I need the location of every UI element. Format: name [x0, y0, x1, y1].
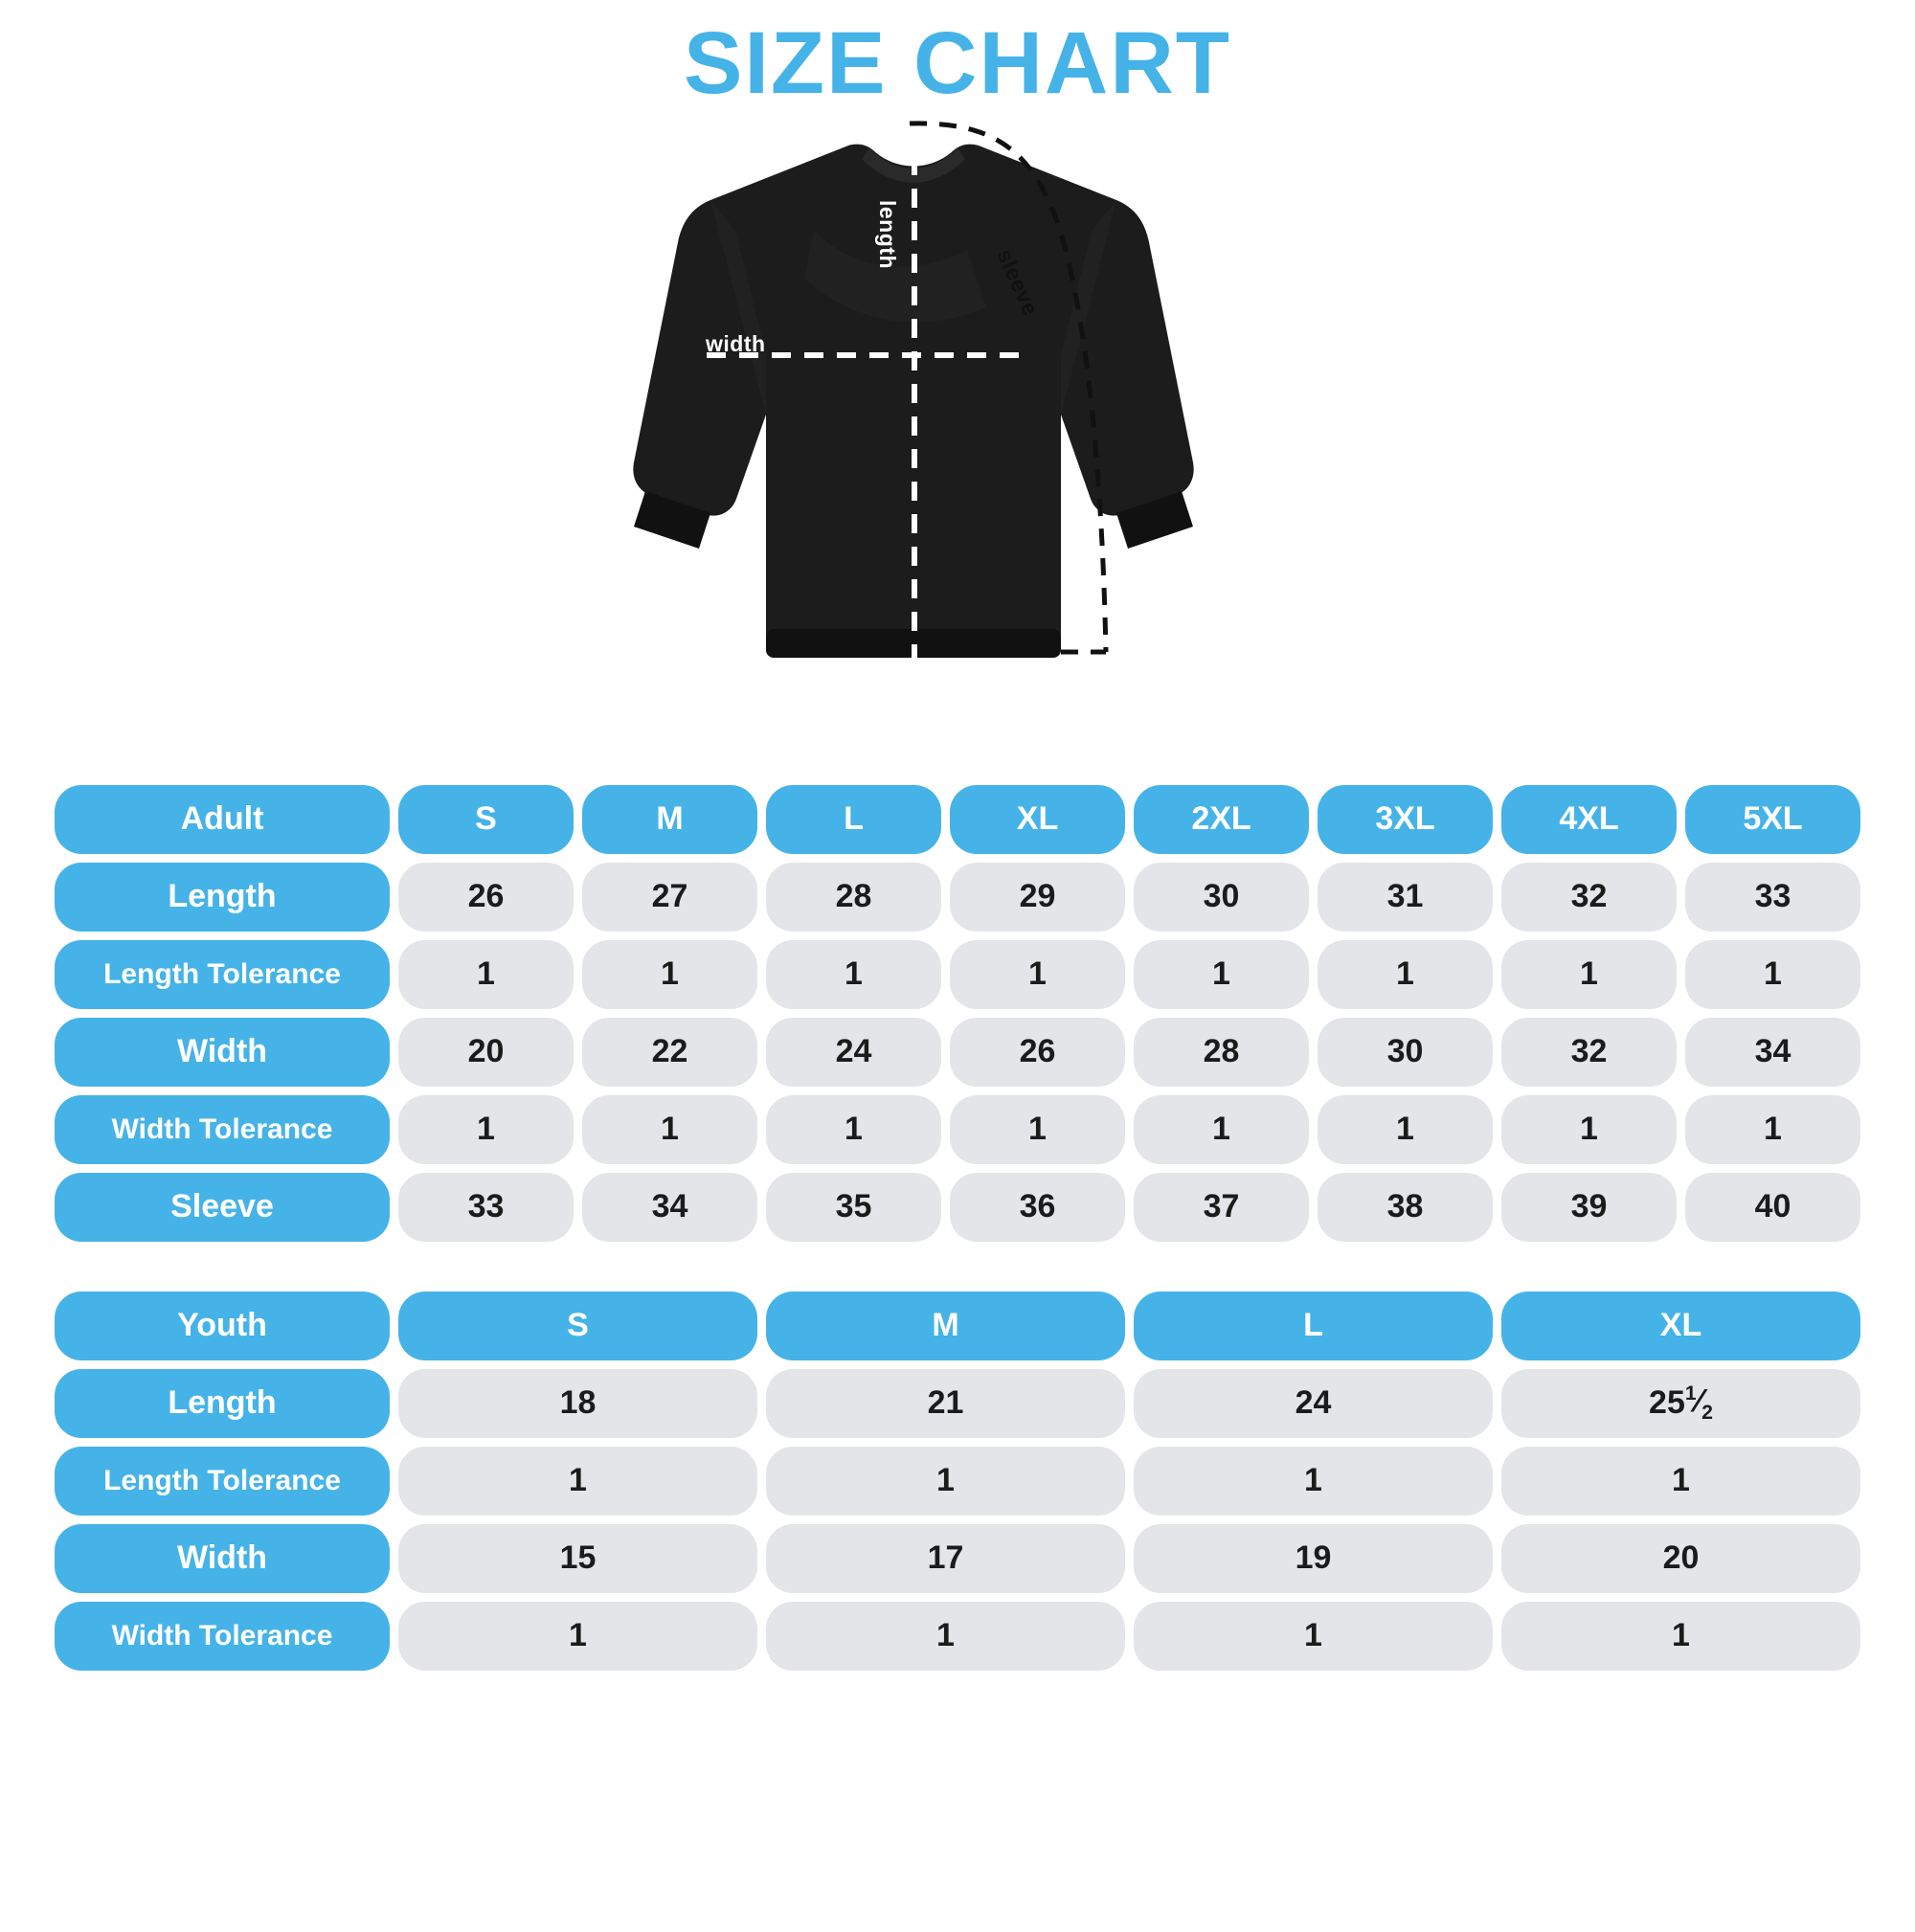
- adult-col-2xl: 2XL: [1134, 785, 1309, 854]
- adult-length-s: 26: [398, 863, 574, 932]
- youth-row-label-width-tolerance: Width Tolerance: [55, 1602, 390, 1671]
- adult-col-xl: XL: [950, 785, 1125, 854]
- adult-sleeve-5xl: 40: [1685, 1173, 1860, 1242]
- adult-width-tol-3xl: 1: [1318, 1095, 1493, 1164]
- table-spacer: [0, 1250, 1915, 1283]
- adult-length-tol-5xl: 1: [1685, 940, 1860, 1009]
- adult-sleeve-4xl: 39: [1501, 1173, 1677, 1242]
- adult-length-tol-l: 1: [766, 940, 941, 1009]
- adult-length-xl: 29: [950, 863, 1125, 932]
- adult-width-3xl: 30: [1318, 1018, 1493, 1087]
- sleeve-label: sleeve: [992, 244, 1044, 320]
- adult-length-tol-m: 1: [582, 940, 757, 1009]
- youth-col-l: L: [1134, 1292, 1493, 1360]
- adult-sleeve-2xl: 37: [1134, 1173, 1309, 1242]
- adult-length-tol-2xl: 1: [1134, 940, 1309, 1009]
- adult-category-label: Adult: [55, 785, 390, 854]
- youth-width-m: 17: [766, 1524, 1125, 1593]
- adult-width-4xl: 32: [1501, 1018, 1677, 1087]
- adult-width-tol-s: 1: [398, 1095, 574, 1164]
- adult-length-3xl: 31: [1318, 863, 1493, 932]
- adult-sleeve-s: 33: [398, 1173, 574, 1242]
- youth-length-s: 18: [398, 1369, 757, 1438]
- adult-width-tol-5xl: 1: [1685, 1095, 1860, 1164]
- adult-width-5xl: 34: [1685, 1018, 1860, 1087]
- adult-width-m: 22: [582, 1018, 757, 1087]
- youth-row-label-length-tolerance: Length Tolerance: [55, 1447, 390, 1516]
- adult-width-tol-m: 1: [582, 1095, 757, 1164]
- table-row: [55, 1524, 1860, 1593]
- youth-length-l: 24: [1134, 1369, 1493, 1438]
- youth-length-tol-xl: 1: [1501, 1447, 1860, 1516]
- adult-length-2xl: 30: [1134, 863, 1309, 932]
- adult-length-tol-s: 1: [398, 940, 574, 1009]
- table-row: [55, 1095, 1860, 1164]
- table-row: [55, 1369, 1860, 1438]
- adult-size-table: [46, 776, 1869, 1250]
- youth-col-m: M: [766, 1292, 1125, 1360]
- adult-col-5xl: 5XL: [1685, 785, 1860, 854]
- adult-row-label-width-tolerance: Width Tolerance: [55, 1095, 390, 1164]
- youth-length-m: 21: [766, 1369, 1125, 1438]
- sweatshirt-illustration: [622, 116, 1293, 776]
- youth-width-tol-m: 1: [766, 1602, 1125, 1671]
- adult-length-tol-3xl: 1: [1318, 940, 1493, 1009]
- youth-row-label-width: Width: [55, 1524, 390, 1593]
- youth-size-table-block: [0, 1283, 1915, 1679]
- adult-width-tol-4xl: 1: [1501, 1095, 1677, 1164]
- youth-width-tol-xl: 1: [1501, 1602, 1860, 1671]
- size-chart-page: [0, 14, 1915, 1932]
- adult-width-tol-xl: 1: [950, 1095, 1125, 1164]
- adult-sleeve-l: 35: [766, 1173, 941, 1242]
- table-row: [55, 1018, 1860, 1087]
- adult-length-5xl: 33: [1685, 863, 1860, 932]
- youth-col-xl: XL: [1501, 1292, 1860, 1360]
- adult-width-2xl: 28: [1134, 1018, 1309, 1087]
- youth-length-tol-m: 1: [766, 1447, 1125, 1516]
- table-row: [55, 1173, 1860, 1242]
- adult-row-label-length: Length: [55, 863, 390, 932]
- adult-col-l: L: [766, 785, 941, 854]
- youth-size-table: [46, 1283, 1869, 1679]
- adult-col-m: M: [582, 785, 757, 854]
- adult-sleeve-xl: 36: [950, 1173, 1125, 1242]
- youth-length-tol-l: 1: [1134, 1447, 1493, 1516]
- youth-width-l: 19: [1134, 1524, 1493, 1593]
- youth-col-s: S: [398, 1292, 757, 1360]
- adult-width-xl: 26: [950, 1018, 1125, 1087]
- adult-size-table-block: [0, 776, 1915, 1250]
- adult-length-m: 27: [582, 863, 757, 932]
- table-row: [55, 863, 1860, 932]
- adult-row-label-length-tolerance: Length Tolerance: [55, 940, 390, 1009]
- adult-sleeve-m: 34: [582, 1173, 757, 1242]
- garment-diagram: [622, 116, 1293, 776]
- adult-width-tol-l: 1: [766, 1095, 941, 1164]
- length-label: length: [875, 199, 900, 269]
- youth-width-tol-l: 1: [1134, 1602, 1493, 1671]
- table-row: [55, 1602, 1860, 1671]
- adult-length-l: 28: [766, 863, 941, 932]
- adult-length-4xl: 32: [1501, 863, 1677, 932]
- adult-width-l: 24: [766, 1018, 941, 1087]
- table-row: [55, 1447, 1860, 1516]
- adult-row-label-sleeve: Sleeve: [55, 1173, 390, 1242]
- adult-width-s: 20: [398, 1018, 574, 1087]
- width-label: width: [706, 330, 766, 356]
- adult-col-s: S: [398, 785, 574, 854]
- adult-sleeve-3xl: 38: [1318, 1173, 1493, 1242]
- youth-width-s: 15: [398, 1524, 757, 1593]
- adult-width-tol-2xl: 1: [1134, 1095, 1309, 1164]
- table-header-row: [55, 1292, 1860, 1360]
- youth-length-tol-s: 1: [398, 1447, 757, 1516]
- table-row: [55, 940, 1860, 1009]
- adult-length-tol-4xl: 1: [1501, 940, 1677, 1009]
- adult-col-3xl: 3XL: [1318, 785, 1493, 854]
- youth-width-tol-s: 1: [398, 1602, 757, 1671]
- page-title: SIZE CHART: [684, 14, 1231, 112]
- adult-length-tol-xl: 1: [950, 940, 1125, 1009]
- youth-category-label: Youth: [55, 1292, 390, 1360]
- table-header-row: [55, 785, 1860, 854]
- youth-width-xl: 20: [1501, 1524, 1860, 1593]
- youth-length-xl: 25 $^1⁄_2$: [1501, 1369, 1860, 1438]
- adult-col-4xl: 4XL: [1501, 785, 1677, 854]
- adult-row-label-width: Width: [55, 1018, 390, 1087]
- youth-row-label-length: Length: [55, 1369, 390, 1438]
